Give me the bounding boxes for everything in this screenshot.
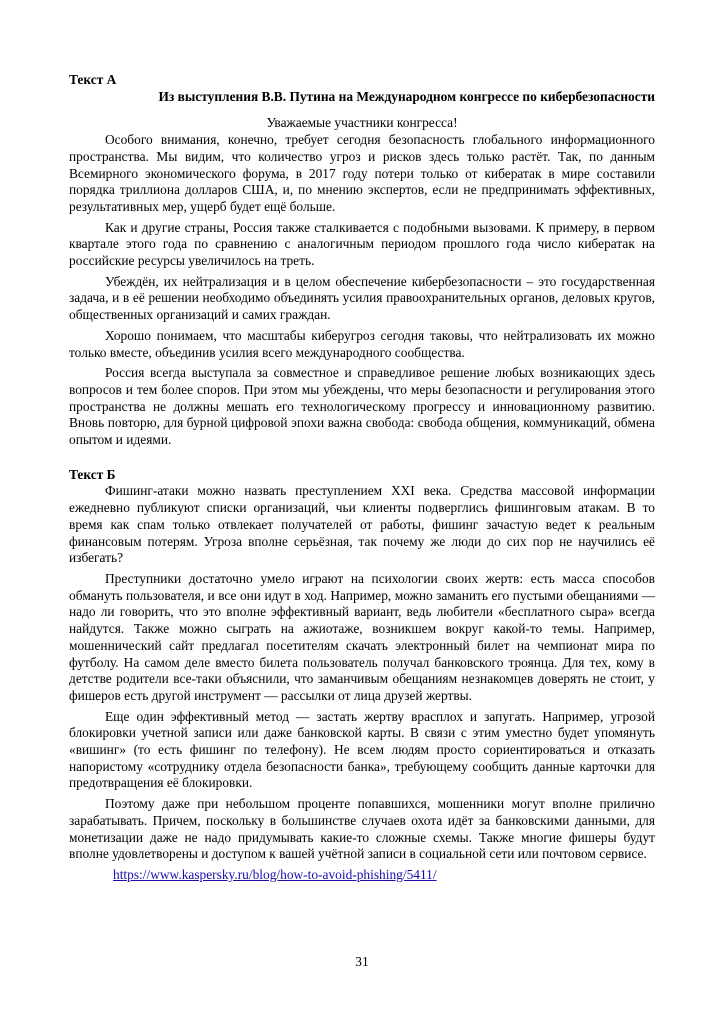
text-b-heading: Текст Б: [69, 466, 116, 482]
text-a-paragraph-3: Убеждён, их нейтрализация и в целом обеспечение кибербезопасности – это государственная задача, и в её решении необходимо объединять усилия правоохранительных органов, деловых кругов, общественных организаций и самих граждан.: [69, 273, 655, 323]
text-a-paragraph-5: Россия всегда выступала за совместное и справедливое решение любых возникающих здесь вопросов и тем более споров. При этом мы убеждены, что меры безопасности и регулирования этого пространства не должны мешать его технологическому прогрессу и инновационному развитию. Вновь повторю, для бурной цифровой эпохи важна свобода: свобода общения, коммуникаций, обмена опытом и идеями.: [69, 365, 655, 448]
page-number: 31: [355, 954, 369, 969]
text-a-paragraph-1: Особого внимания, конечно, требует сегодня безопасность глобального информационного пространства. Мы видим, что количество угроз и рисков здесь только растёт. Так, по данным Всемирного экономического форума, в 2017 году потери только от кибератак в мире составили порядка триллиона долларов США, и, по мнению экспертов, если не предпринимать эффективных, результативных мер, ущерб будет ещё больше.: [69, 132, 655, 214]
text-a-section: [69, 72, 655, 449]
text-a-paragraph-2: Как и другие страны, Россия также сталкивается с подобными вызовами. К примеру, в первом квартале этого года по сравнению с аналогичным периодом прошлого года число кибератак на российские ресурсы увеличилось на треть.: [69, 219, 655, 269]
text-a-heading: Текст А: [69, 72, 117, 87]
text-a-greeting: Уважаемые участники конгресса!: [266, 115, 458, 131]
document-page: [69, 72, 655, 884]
text-b-paragraph-2: Преступники достаточно умело играют на психологии своих жертв: есть масса способов обмануть пользователя, и все они идут в ход. Например, можно заманить его пустыми обещаниями — надо ли говорить, что это вполне эффективный вариант, ведь любители «бесплатного сыра» всегда найдутся. Также можно сыграть на ажиотаже, возникшем вокруг какой-то темы. Например, мошеннический сайт предлагал посетителям скачать электронный билет на чемпионат мира по футболу. На самом деле вместо билета пользователь получал банковского троянца. Для тех, кому в детстве родители все-таки объяснили, что заманчивым обещаниям незнакомцев доверять не стоит, у фишеров есть другой инструмент — рассылки от лица друзей жертвы.: [69, 570, 655, 703]
text-b-paragraph-3: Еще один эффективный метод — застать жертву врасплох и запугать. Например, угрозой блокировки учетной записи или даже банковской карты. В связи с этим уместно будет упомянуть «вишинг» (то есть фишинг по телефону). Не всем людям просто сориентироваться и отказать напористому «сотруднику отдела безопасности банка», требующему сообщить данные карточки для предотвращения её блокировки.: [69, 708, 655, 791]
source-link[interactable]: https://www.kaspersky.ru/blog/how-to-avoid-phishing/5411/: [113, 866, 437, 882]
text-a-paragraph-4: Хорошо понимаем, что масштабы киберугроз сегодня таковы, что нейтрализовать их можно только вместе, объединив усилия всего международного сообщества.: [69, 327, 655, 360]
source-link-line: [69, 867, 655, 884]
text-a-subheading: Из выступления В.В. Путина на Международном конгрессе по кибербезопасности: [158, 88, 655, 104]
text-b-paragraph-4: Поэтому даже при небольшом проценте попавшихся, мошенники могут вполне прилично зарабатывать. Причем, поскольку в большинстве случаев охота идёт за банковскими данными, для монетизации даже не надо придумывать какие-то сложные схемы. Также многие фишеры будут вполне удовлетворены и доступом к вашей учётной записи в социальной сети или почтовом сервисе.: [69, 796, 655, 862]
text-b-paragraph-1: Фишинг-атаки можно назвать преступлением XXI века. Средства массовой информации ежедневно публикуют списки организаций, чьи клиенты подверглись фишинговым атакам. В то время как спам только отвлекает получателей от работы, фишинг зачастую ведет к реальным финансовым потерям. Угроза вполне серьёзная, так почему же люди до сих пор не научились её избегать?: [69, 483, 655, 566]
text-b-section: [69, 467, 655, 884]
